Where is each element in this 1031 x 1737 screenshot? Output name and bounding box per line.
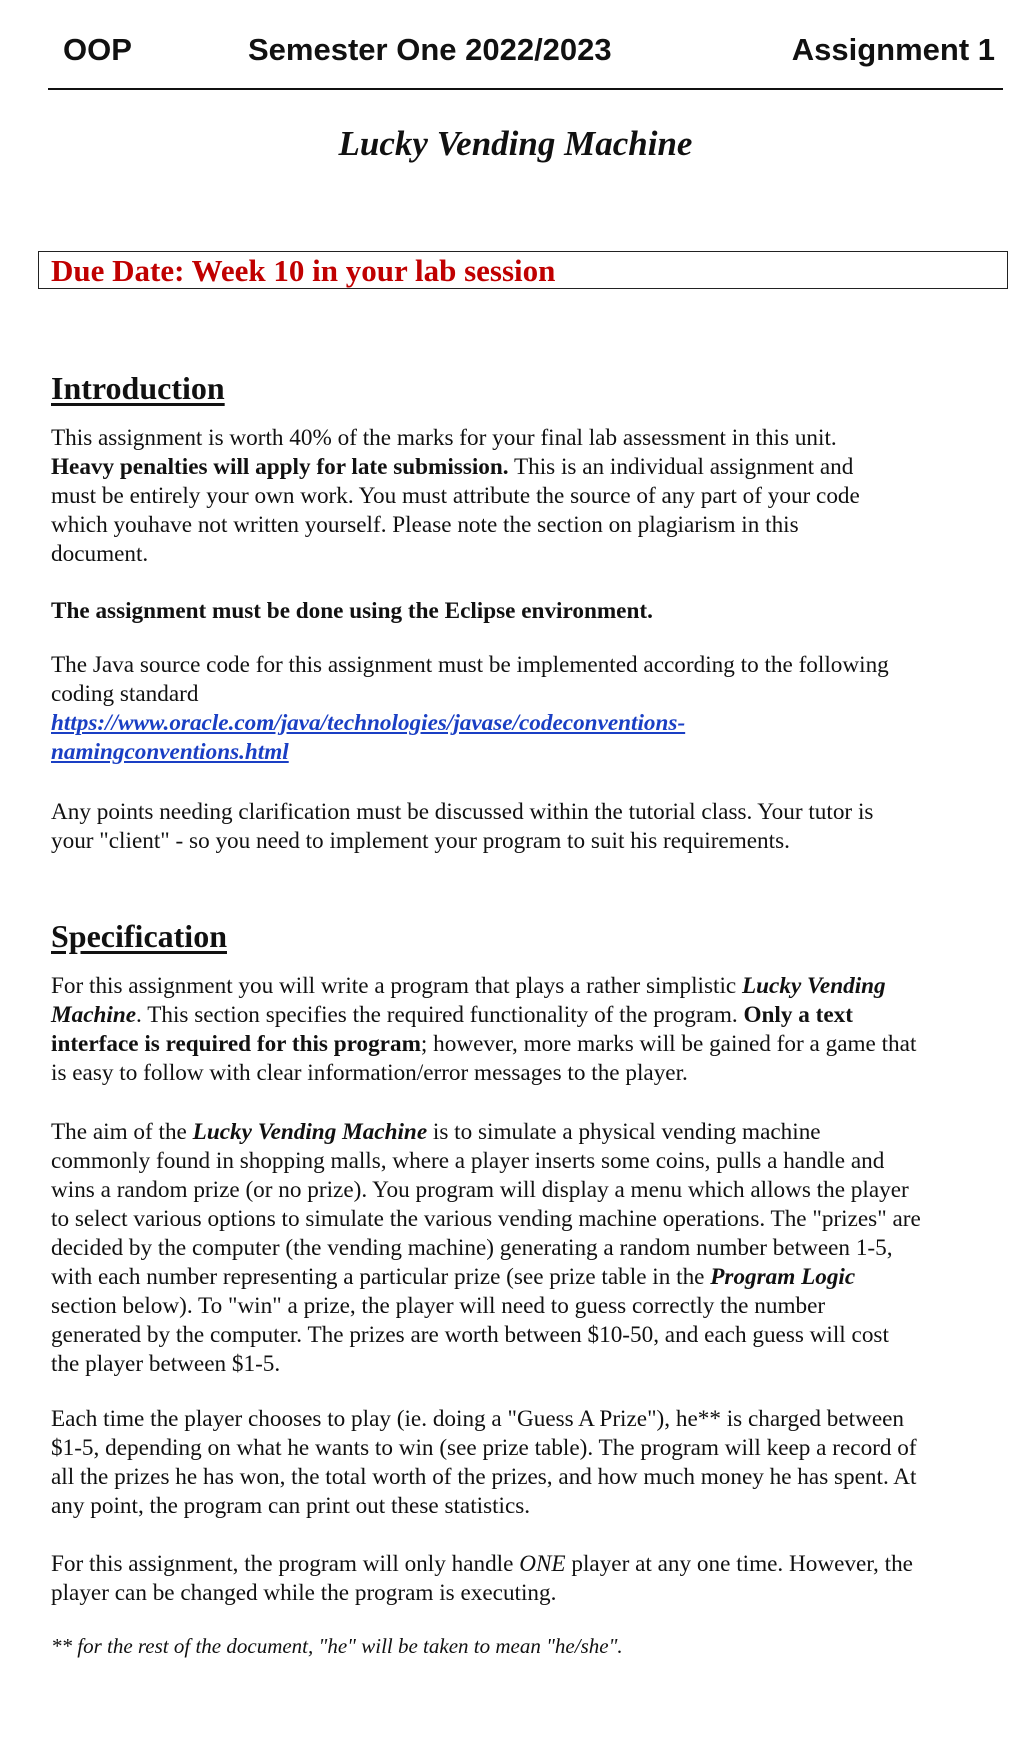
spec-p1-text-d: . This section specifies the required functionality of the program. xyxy=(136,1002,744,1028)
spec-p3-line-4: any point, the program can print out these statistics. xyxy=(51,1493,531,1519)
spec-p1-bold-2: interface is required for this program xyxy=(51,1031,421,1057)
spec-p4-text-d: player can be changed while the program is executing. xyxy=(51,1580,557,1606)
document-title: Lucky Vending Machine xyxy=(338,124,693,163)
due-date-box xyxy=(38,251,1008,289)
spec-p2-line-9: the player between $1-5. xyxy=(51,1351,281,1377)
intro-p1-line-3: must be entirely your own work. You must attribute the source of any part of your code xyxy=(51,483,860,509)
intro-p4-line-1: Any points needing clarification must be discussed within the tutorial class. Your tutor is xyxy=(51,799,874,825)
spec-p1-text-g: ; however, more marks will be gained for a game that xyxy=(420,1031,917,1057)
spec-p3-line-2: $1-5, depending on what he wants to win (see prize table). The program will keep a record of xyxy=(51,1435,917,1461)
spec-p2-line-5: decided by the computer (the vending machine) generating a random number between 1-5, xyxy=(51,1235,893,1261)
spec-p4-one: ONE xyxy=(519,1551,566,1577)
late-penalty-text: Heavy penalties will apply for late submission. xyxy=(51,454,509,480)
spec-p1-text-h: is easy to follow with clear information/error messages to the player. xyxy=(51,1060,688,1086)
intro-p1-line-4: which youhave not written yourself. Please note the section on plagiarism in this xyxy=(51,512,799,538)
introduction-heading: Introduction xyxy=(51,370,225,406)
intro-paragraph-2 xyxy=(51,597,1001,626)
intro-p1-line-5: document. xyxy=(51,541,149,567)
intro-paragraph-4 xyxy=(51,798,1001,856)
spec-paragraph-1 xyxy=(51,972,1001,1088)
course-code: OOP xyxy=(63,32,132,67)
spec-p4-text-c: player at any one time. However, the xyxy=(565,1551,913,1577)
eclipse-requirement: The assignment must be done using the Eclipse environment. xyxy=(51,598,653,624)
spec-p2-text-a: The aim of the xyxy=(51,1119,193,1145)
spec-p2-line-8: generated by the computer. The prizes are worth between $10-50, and each guess will cost xyxy=(51,1322,889,1348)
intro-p4-line-2: your "client" - so you need to implement your program to suit his requirements. xyxy=(51,828,790,854)
coding-standard-link-line-1[interactable]: https://www.oracle.com/java/technologies/javase/codeconventions- xyxy=(51,710,686,736)
spec-p2-line-4: to select various options to simulate the various vending machine operations. The "prizes" are xyxy=(51,1206,921,1232)
spec-p4-text-a: For this assignment, the program will only handle xyxy=(51,1551,520,1577)
footnote: ** for the rest of the document, "he" will be taken to mean "he/she". xyxy=(51,1634,623,1658)
spec-p2-line-2: commonly found in shopping malls, where a player inserts some coins, pulls a handle and xyxy=(51,1148,885,1174)
intro-p1-line-2b: This is an individual assignment and xyxy=(508,454,854,480)
spec-p2-line-3: wins a random prize (or no prize). You program will display a menu which allows the player xyxy=(51,1177,909,1203)
intro-p3-line-2: coding standard xyxy=(51,681,199,707)
intro-p1-line-1: This assignment is worth 40% of the marks for your final lab assessment in this unit. xyxy=(51,425,837,451)
spec-p3-line-3: all the prizes he has won, the total worth of the prizes, and how much money he has spent. At xyxy=(51,1464,917,1490)
program-logic-reference: Program Logic xyxy=(710,1264,856,1290)
spec-paragraph-4 xyxy=(51,1550,1001,1608)
spec-paragraph-3 xyxy=(51,1405,1001,1521)
spec-p2-text-d: with each number representing a particular prize (see prize table in the xyxy=(51,1264,711,1290)
intro-paragraph-3 xyxy=(51,651,1001,767)
intro-p3-line-1: The Java source code for this assignment must be implemented according to the following xyxy=(51,652,889,678)
page-header xyxy=(48,26,1003,90)
due-date-text: Due Date: Week 10 in your lab session xyxy=(51,253,556,288)
semester-label: Semester One 2022/2023 xyxy=(248,32,612,67)
spec-p1-text-a: For this assignment you will write a program that plays a rather simplistic xyxy=(51,973,742,999)
spec-p2-product-name: Lucky Vending Machine xyxy=(192,1119,428,1145)
spec-paragraph-2 xyxy=(51,1118,1001,1379)
spec-p3-line-1: Each time the player chooses to play (ie. doing a "Guess A Prize"), he** is charged between xyxy=(51,1406,904,1432)
spec-p2-line-7: section below). To "win" a prize, the player will need to guess correctly the number xyxy=(51,1293,826,1319)
coding-standard-link-line-2[interactable]: namingconventions.html xyxy=(51,739,289,765)
intro-paragraph-1 xyxy=(51,424,1001,569)
spec-p1-product-name: Lucky Vending xyxy=(742,973,886,999)
spec-p2-text-c: is to simulate a physical vending machine xyxy=(427,1119,821,1145)
specification-heading: Specification xyxy=(51,918,227,954)
spec-p1-product-name-2: Machine xyxy=(51,1002,137,1028)
spec-p1-bold-1: Only a text xyxy=(743,1002,853,1028)
assignment-label: Assignment 1 xyxy=(791,32,995,67)
